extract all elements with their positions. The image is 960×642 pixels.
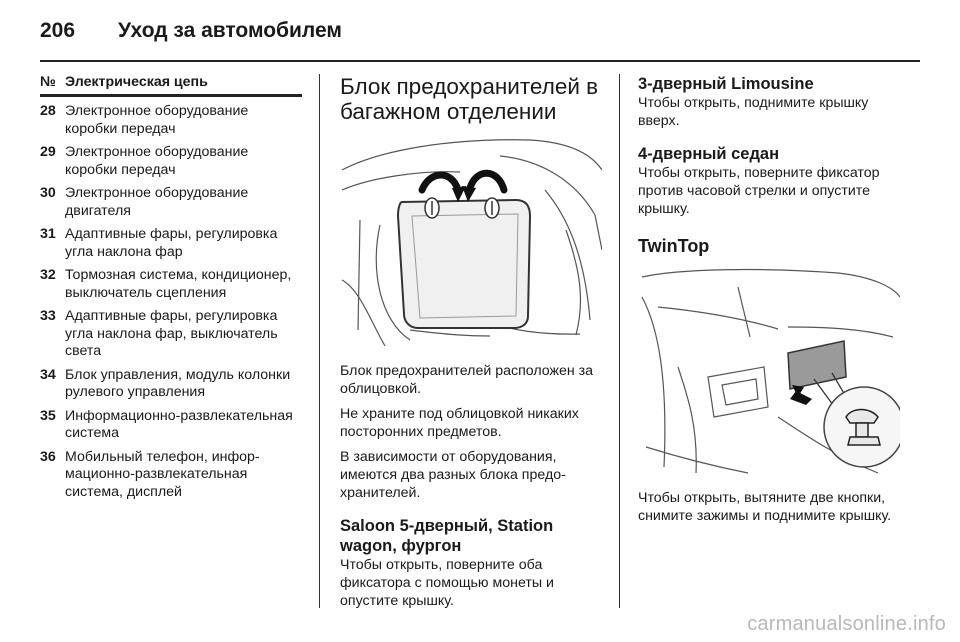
header-rule xyxy=(40,60,920,62)
section-title: Блок предохранителей в багажном отделении xyxy=(340,74,599,124)
fuse-table xyxy=(40,74,302,507)
fuse-description: Мобильный телефон, информационно-развлекательная система, дисплей xyxy=(65,448,260,500)
middle-column xyxy=(340,74,602,610)
fuse-row xyxy=(40,144,302,179)
paragraph: Не храните под облицовкой никаких посторонних предметов. xyxy=(340,406,579,440)
subsection-title: 3-дверный Limousine xyxy=(638,75,814,93)
fuse-description: Тормозная система, кондиционер, выключатель сцепления xyxy=(65,267,292,301)
fuse-number: 29 xyxy=(40,144,56,160)
column-header-number: № xyxy=(40,74,56,90)
twintop-fuse-cover-illustration xyxy=(638,267,900,475)
paragraph: Чтобы открыть, поверните оба фиксатора с помощью монеты и опустите крышку. xyxy=(340,557,554,609)
fuse-row xyxy=(40,226,302,261)
fuse-description: Электронное оборудование коробки передач xyxy=(65,144,249,178)
page-title: Уход за автомобилем xyxy=(118,19,342,42)
fuse-table-header xyxy=(40,74,302,97)
fuse-number: 34 xyxy=(40,366,56,383)
fuse-number: 36 xyxy=(40,448,56,465)
trunk-fuse-cover-illustration xyxy=(340,130,602,348)
paragraph: Чтобы открыть, вытяните две кнопки, снимите зажимы и поднимите крышку. xyxy=(638,490,892,524)
paragraph: В зависимости от оборудования, имеются два разных блока предохранителей. xyxy=(340,449,566,501)
paragraph: Чтобы открыть, поднимите крышку вверх. xyxy=(638,95,869,129)
fuse-row xyxy=(40,267,302,302)
fuse-description: Адаптивные фары, регулировка угла наклона фар xyxy=(65,226,278,260)
paragraph: Чтобы открыть, поверните фиксатор против часовой стрелки и опустите крышку. xyxy=(638,165,880,217)
fuse-row xyxy=(40,185,302,220)
subsection-title: Saloon 5-дверный, Station wagon, фургон xyxy=(340,517,554,555)
fuse-description: Информационно-развлекательная система xyxy=(65,407,293,441)
column-divider-2 xyxy=(619,74,620,608)
fuse-row xyxy=(40,103,302,138)
subsection-title: 4-дверный седан xyxy=(638,145,780,163)
paragraph: Блок предохранителей расположен за облицовкой. xyxy=(340,363,594,397)
fuse-row xyxy=(40,449,302,502)
column-header-circuit: Электрическая цепь xyxy=(65,74,208,90)
right-column xyxy=(638,74,900,525)
fuse-number: 32 xyxy=(40,267,56,283)
page-number: 206 xyxy=(40,19,76,42)
fuse-description: Электронное оборудование двигателя xyxy=(65,185,249,219)
page-header xyxy=(40,14,342,48)
fuse-number: 31 xyxy=(40,226,56,242)
fuse-description: Адаптивные фары, регулировка угла наклона фар, выключатель света xyxy=(65,308,278,359)
fuse-number: 33 xyxy=(40,308,56,324)
fuse-row xyxy=(40,367,302,402)
fuse-number: 28 xyxy=(40,103,56,119)
fuse-description: Электронное оборудование коробки передач xyxy=(65,103,249,137)
fuse-row xyxy=(40,308,302,361)
column-divider-1 xyxy=(319,74,320,608)
subsection-title: TwinTop xyxy=(638,236,710,256)
watermark: carmanualsonline.info xyxy=(747,613,946,635)
fuse-row xyxy=(40,408,302,443)
fuse-description: Блок управления, модуль колонки рулевого управления xyxy=(65,366,291,400)
fuse-number: 30 xyxy=(40,185,56,201)
fuse-number: 35 xyxy=(40,407,56,424)
